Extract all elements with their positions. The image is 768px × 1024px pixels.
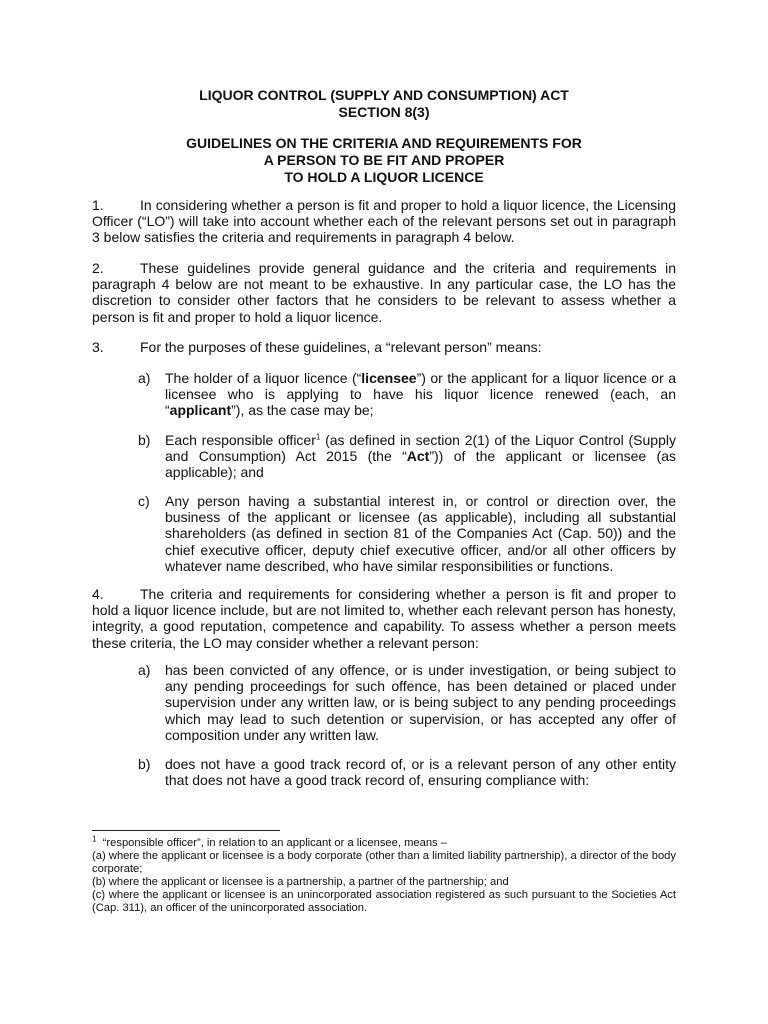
paragraph-number: 3. [92,339,104,355]
paragraph-number: 1. [92,197,104,213]
paragraph-3-item-b [138,432,676,481]
item-label: c) [138,493,150,509]
term-licensee: licensee [361,370,417,386]
act-title: LIQUOR CONTROL (SUPPLY AND CONSUMPTION) ACT [199,87,569,103]
item-text: Each responsible officer$^1$ (as defined in section 2(1) of the Liquor Control (Supply and Consumption) Act 2015 (the “Act”)) of the applicant or licensee (as applicable); and [165,432,676,481]
paragraph-number: 4. [92,586,104,602]
paragraph-2 [92,260,676,325]
footnote-item-a: (a) where the applicant or licensee is a body corporate (other than a limited liability partnership), a director of the body corporate; [92,850,676,876]
footnote-reference: 1 [315,432,321,442]
paragraph-1 [92,197,676,246]
paragraph-text: For the purposes of these guidelines, a “relevant person” means: [140,339,542,355]
paragraph-text: The criteria and requirements for considering whether a person is fit and proper to hold a liquor licence include, but are not limited to, whether each relevant person has honesty, integrity, a good reputation, competence and capability. To assess whether a person meets these criteria, the LO may consider whether a relevant person: [92,586,676,651]
term-act: Act [406,448,430,465]
paragraph-3-item-c [138,493,676,574]
paragraph-text: These guidelines provide general guidance and the criteria and requirements in paragraph 4 below are not meant to be exhaustive. In any particular case, the LO has the discretion to consider other factors that he considers to be relevant to assess whether a person is fit and proper to hold a liquor licence. [92,260,676,325]
footnote-item-b: (b) where the applicant or licensee is a partnership, a partner of the partnership; and [92,876,509,888]
guidelines-title-line1: GUIDELINES ON THE CRITERIA AND REQUIREMENTS FOR [186,135,582,151]
paragraph-4-item-b [138,756,676,788]
guidelines-title-line2: A PERSON TO BE FIT AND PROPER [263,152,505,168]
item-text: Any person having a substantial interest in, or control or direction over, the business of the applicant or licensee (as applicable), including all substantial shareholders (as defined in section 81 of the Companies Act (Cap. 50)) and the chief executive officer, deputy chief executive officer, and/or all other officers by whatever name described, who have similar responsibilities or functions. [165,493,676,574]
section-title: SECTION 8(3) [338,104,430,120]
paragraph-text: In considering whether a person is fit and proper to hold a liquor licence, the Licensing Officer (“LO”) will take into account whether each of the relevant persons set out in paragraph 3 below satisfies the criteria and requirements in paragraph 4 below. [92,197,676,246]
paragraph-3-item-a [138,370,676,419]
guidelines-title-line3: TO HOLD A LIQUOR LICENCE [284,169,484,185]
item-label: a) [138,370,151,386]
paragraph-number: 2. [92,260,104,276]
term-applicant: applicant [169,402,232,419]
item-label: a) [138,662,151,678]
footnote-item-c: (c) where the applicant or licensee is an unincorporated association registered as such pursuant to the Societies Act (Cap. 311), an officer of the unincorporated association. [92,889,676,915]
paragraph-4-item-a [138,662,676,743]
footnote-marker: 1 [92,834,97,844]
item-text: has been convicted of any offence, or is under investigation, or being subject to any pending proceedings for such offence, has been detained or placed under supervision under any written law, or is being subject to any pending proceedings which may lead to such detention or supervision, or has accepted any offer of composition under any written law. [165,662,676,743]
item-label: b) [138,756,151,772]
footnote-separator [92,830,280,831]
footnote-intro: $^1$ “responsible officer”, in relation to an applicant or a licensee, means – [92,834,447,849]
item-text: does not have a good track record of, or is a relevant person of any other entity that does not have a good track record of, ensuring compliance with: [165,756,676,789]
paragraph-3 [92,339,676,355]
paragraph-4 [92,586,676,651]
item-label: b) [138,432,151,448]
item-text: The holder of a liquor licence (“licensee”) or the applicant for a liquor licence or a licensee who is applying to have his liquor licence renewed (each, an “applicant”), as the case may be; [165,370,676,419]
